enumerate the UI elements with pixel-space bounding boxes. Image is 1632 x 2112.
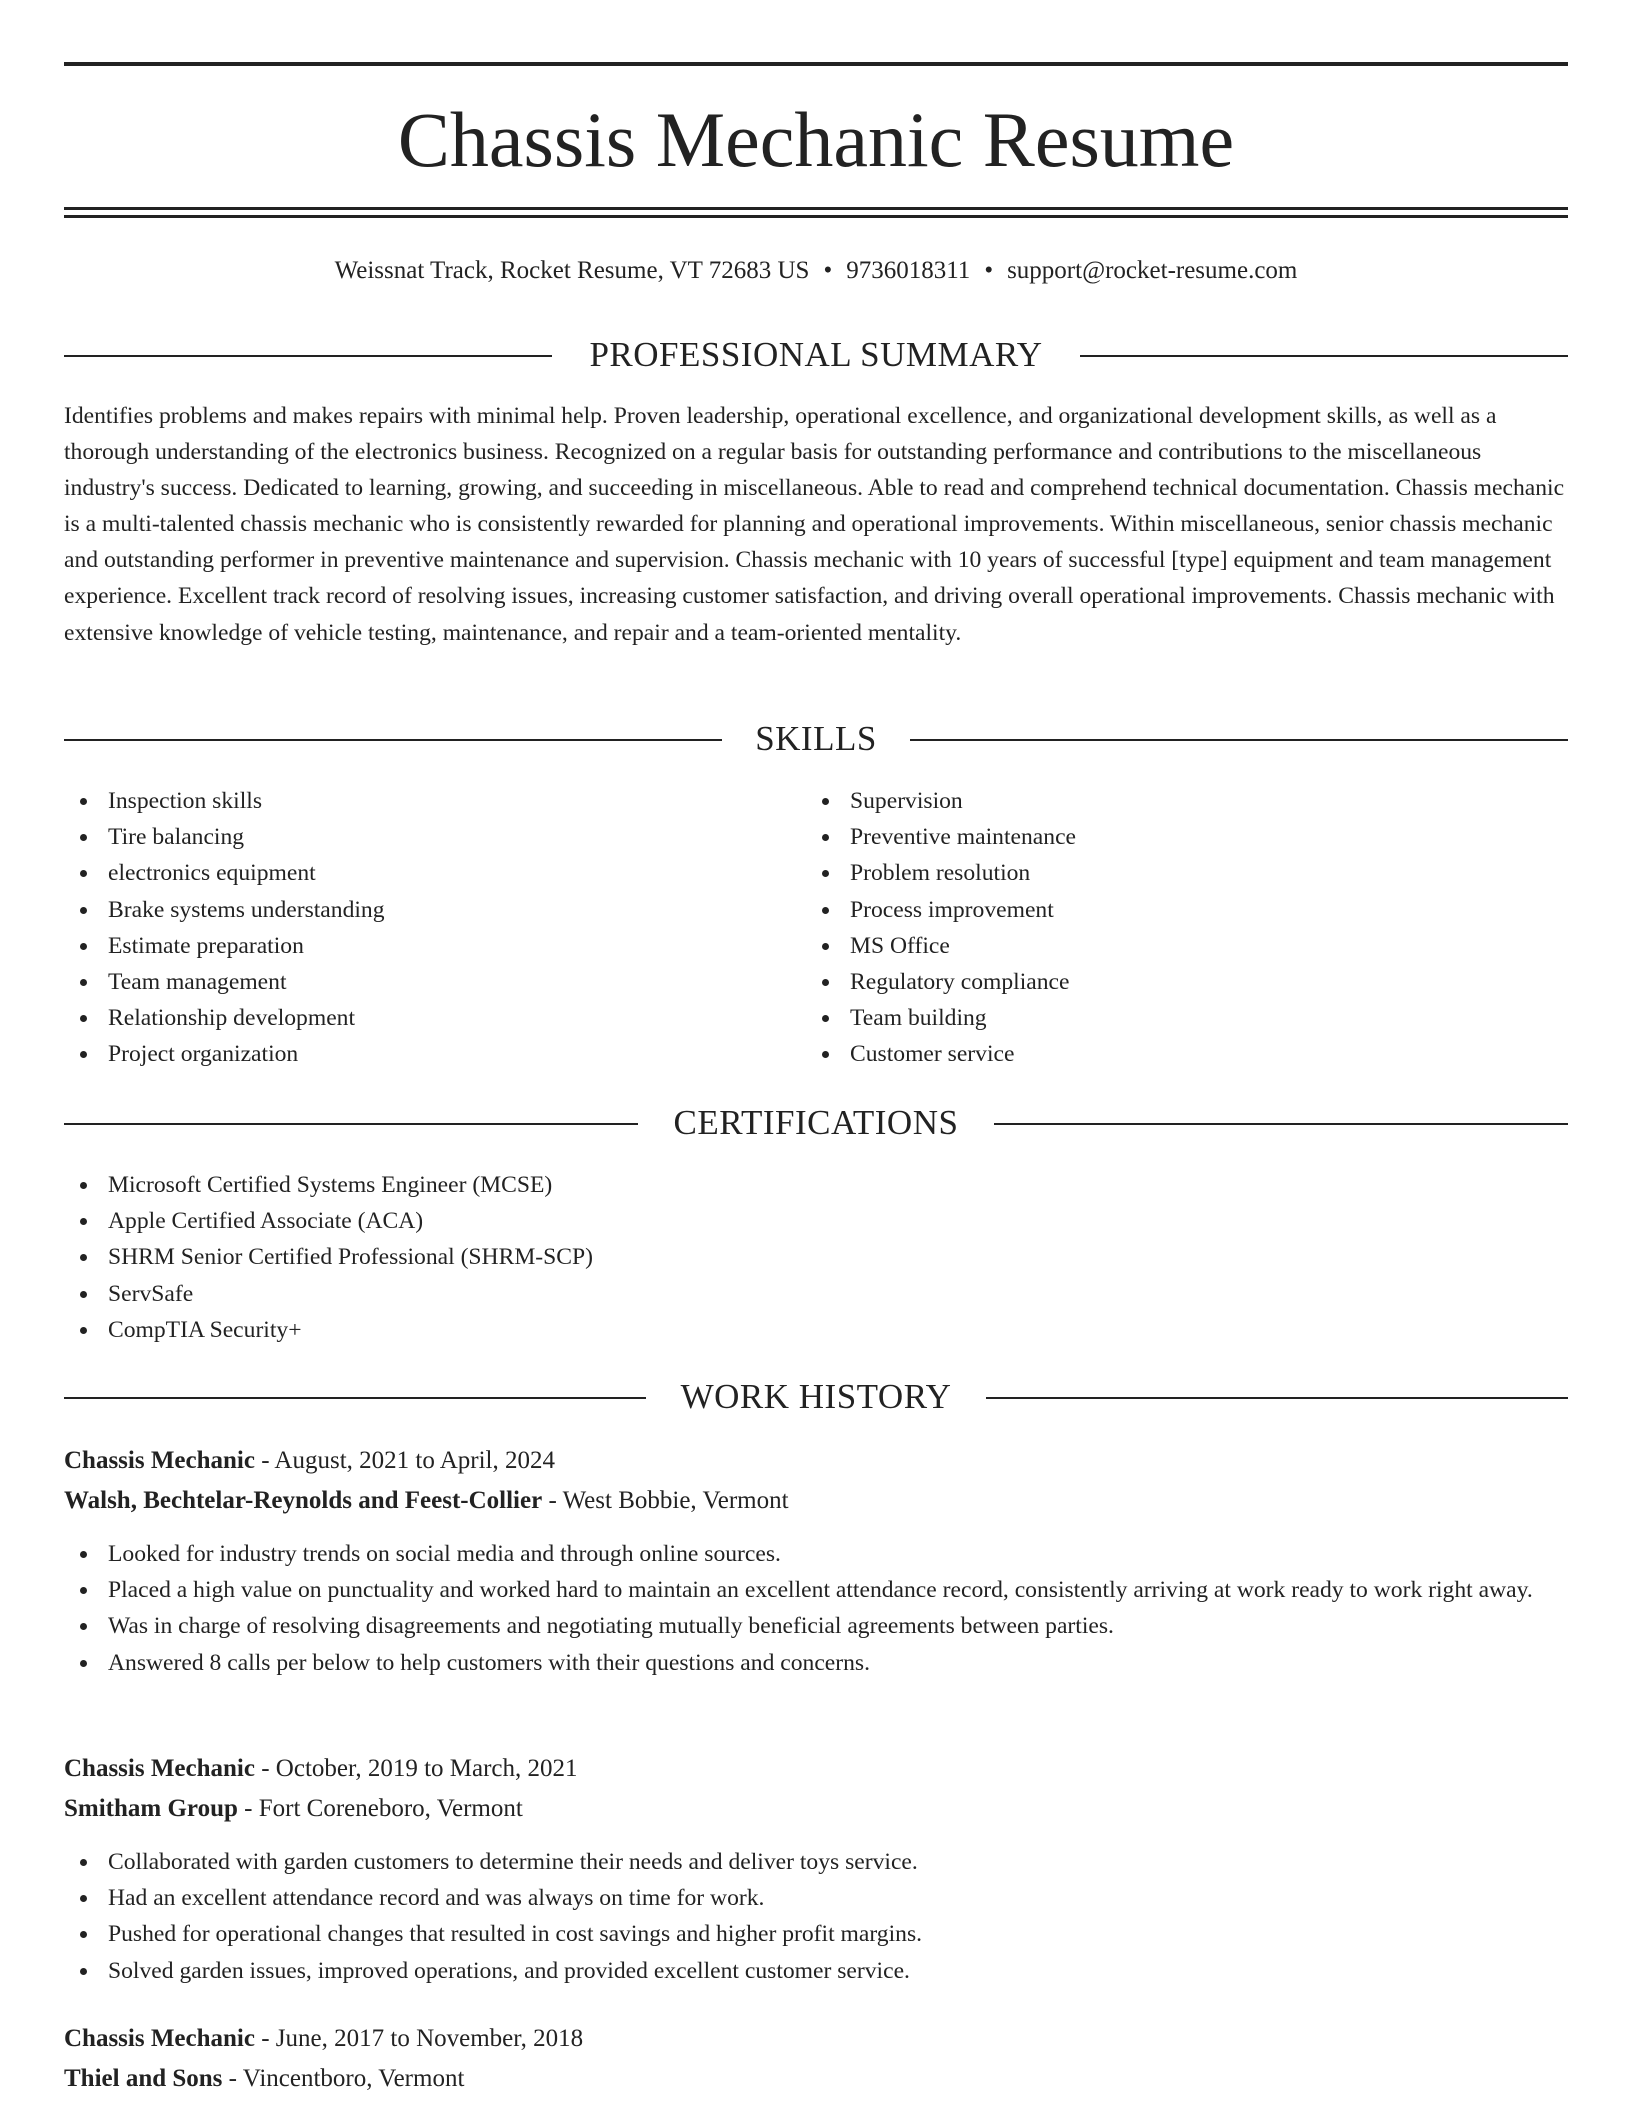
- job-dates: - August, 2021 to April, 2024: [254, 1447, 555, 1474]
- contact-email: support@rocket-resume.com: [1007, 257, 1298, 284]
- job-dates: - October, 2019 to March, 2021: [254, 1755, 578, 1782]
- certifications-section-heading: [64, 1103, 1568, 1143]
- resume-title: Chassis Mechanic Resume: [397, 96, 1235, 183]
- summary-section-heading: [64, 335, 1568, 375]
- list-item: Pushed for operational changes that resulted in cost savings and higher profit margins.: [64, 1916, 1568, 1952]
- job-title-line: [64, 2021, 1568, 2057]
- list-item: Brake systems understanding: [64, 892, 804, 928]
- job-company: Thiel and Sons: [64, 2065, 223, 2092]
- list-item: ServSafe: [64, 1276, 1568, 1312]
- list-item: Had an excellent attendance record and was always on time for work.: [64, 1880, 1568, 1916]
- skills-list-right: [806, 783, 1566, 1073]
- job-title: Chassis Mechanic: [64, 2025, 255, 2052]
- contact-address: Weissnat Track, Rocket Resume, VT 72683 US: [334, 257, 810, 284]
- top-rule: [64, 62, 1568, 66]
- job-company-line: [64, 1483, 1568, 1519]
- list-item: Apple Certified Associate (ACA): [64, 1203, 1568, 1239]
- job-title-line: [64, 1751, 1568, 1787]
- job-dates: - June, 2017 to November, 2018: [254, 2025, 584, 2052]
- work-heading-label: WORK HISTORY: [651, 1377, 982, 1416]
- title-rule-upper: [64, 207, 1568, 210]
- job-title: Chassis Mechanic: [64, 1755, 255, 1782]
- list-item: Customer service: [806, 1036, 1566, 1072]
- skills-list-left: [64, 783, 804, 1073]
- list-item: Microsoft Certified Systems Engineer (MCSE): [64, 1167, 1568, 1203]
- list-item: SHRM Senior Certified Professional (SHRM-SCP): [64, 1239, 1568, 1275]
- list-item: Was in charge of resolving disagreements and negotiating mutually beneficial agreements between parties.: [64, 1608, 1568, 1644]
- list-item: electronics equipment: [64, 855, 804, 891]
- job-company: Smitham Group: [64, 1795, 238, 1822]
- list-item: Supervision: [806, 783, 1566, 819]
- list-item: Answered 8 calls per below to help customers with their questions and concerns.: [64, 1645, 1568, 1681]
- list-item: Team management: [64, 964, 804, 1000]
- list-item: Process improvement: [806, 892, 1566, 928]
- job-bullets: [64, 1844, 1568, 1989]
- job-location: - West Bobbie, Vermont: [542, 1487, 789, 1514]
- contact-separator: •: [823, 257, 833, 284]
- summary-text: Identifies problems and makes repairs with minimal help. Proven leadership, operational excellence, and organizational development skills, as well as a thorough understanding of the electronics business. Recognized on a regular basis for outstanding performance and contributions to the miscellaneous industry's success. Dedicated to learning, growing, and succeeding in miscellaneous. Able to read and comprehend technical documentation. Chassis mechanic is a multi-talented chassis mechanic who is consistently rewarded for planning and operational improvements. Within miscellaneous, senior chassis mechanic and outstanding performer in preventive maintenance and supervision. Chassis mechanic with 10 years of successful [type] equipment and team management experience. Excellent track record of resolving issues, increasing customer satisfaction, and driving overall operational improvements. Chassis mechanic with extensive knowledge of vehicle testing, maintenance, and repair and a team-oriented mentality.: [64, 403, 1565, 646]
- list-item: Tire balancing: [64, 819, 804, 855]
- title-rule-lower: [64, 215, 1568, 218]
- certifications-heading-label: CERTIFICATIONS: [644, 1103, 989, 1142]
- list-item: Looked for industry trends on social media and through online sources.: [64, 1536, 1568, 1572]
- list-item: CompTIA Security+: [64, 1312, 1568, 1348]
- job-title: Chassis Mechanic: [64, 1447, 255, 1474]
- work-history-section-heading: [64, 1377, 1568, 1417]
- job-location: - Vincentboro, Vermont: [222, 2065, 465, 2092]
- list-item: Estimate preparation: [64, 928, 804, 964]
- job-title-line: [64, 1443, 1568, 1479]
- contact-line: [64, 254, 1568, 288]
- skills-heading-label: SKILLS: [725, 719, 907, 758]
- skills-section-heading: [64, 719, 1568, 759]
- contact-separator: •: [984, 257, 994, 284]
- list-item: Project organization: [64, 1036, 804, 1072]
- list-item: Inspection skills: [64, 783, 804, 819]
- summary-heading-label: PROFESSIONAL SUMMARY: [559, 335, 1072, 374]
- list-item: MS Office: [806, 928, 1566, 964]
- certifications-list: [64, 1167, 1568, 1348]
- contact-phone: 9736018311: [846, 257, 971, 284]
- job-company-line: [64, 1791, 1568, 1827]
- list-item: Regulatory compliance: [806, 964, 1566, 1000]
- list-item: Preventive maintenance: [806, 819, 1566, 855]
- job-company-line: [64, 2061, 1568, 2097]
- list-item: Solved garden issues, improved operations, and provided excellent customer service.: [64, 1953, 1568, 1989]
- job-bullets: [64, 1536, 1568, 1681]
- list-item: Problem resolution: [806, 855, 1566, 891]
- list-item: Placed a high value on punctuality and worked hard to maintain an excellent attendance record, consistently arriving at work ready to work right away.: [64, 1572, 1568, 1608]
- list-item: Team building: [806, 1000, 1566, 1036]
- job-company: Walsh, Bechtelar-Reynolds and Feest-Collier: [64, 1487, 543, 1514]
- list-item: Relationship development: [64, 1000, 804, 1036]
- list-item: Collaborated with garden customers to determine their needs and deliver toys service.: [64, 1844, 1568, 1880]
- job-location: - Fort Coreneboro, Vermont: [237, 1795, 523, 1822]
